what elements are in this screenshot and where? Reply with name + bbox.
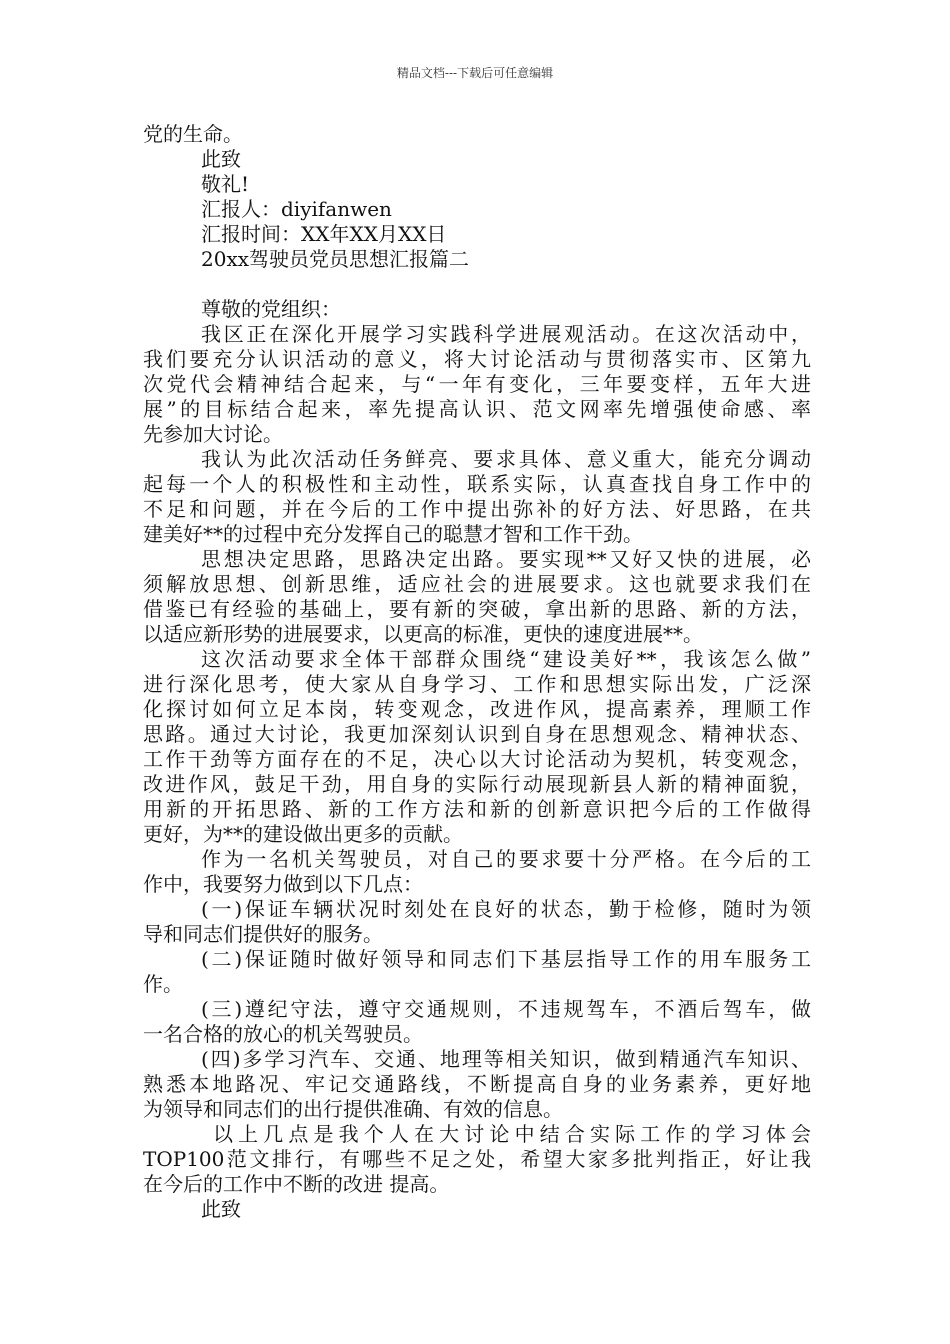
text-line: 进行深化思考，使大家从自身学习、工作和思想实际出发，广泛深 (143, 672, 811, 696)
text-line: 在今后的工作中不断的改进 提高。 (143, 1172, 450, 1196)
document-body (143, 122, 811, 1222)
text-line: 这次活动要求全体干部群众围绕“建设美好**，我该怎么做” (201, 647, 811, 671)
text-line: 借鉴已有经验的基础上，要有新的突破，拿出新的思路、新的方法， (143, 597, 811, 621)
text-line: 用新的开拓思路、新的工作方法和新的创新意识把今后的工作做得 (143, 797, 811, 821)
text-line: 以适应新形势的进展要求，以更高的标准，更快的速度进展**。 (143, 622, 703, 646)
text-line: 敬礼! (201, 172, 250, 196)
text-line: (四)多学习汽车、交通、地理等相关知识，做到精通汽车知识、 (201, 1047, 811, 1071)
text-line: (二)保证随时做好领导和同志们下基层指导工作的用车服务工 (201, 947, 811, 971)
text-line: 我认为此次活动任务鲜亮、要求具体、意义重大，能充分调动 (201, 447, 811, 471)
text-line: 起每一个人的积极性和主动性，联系实际，认真查找自身工作中的 (143, 472, 811, 496)
text-line: 此致 (201, 1197, 241, 1221)
text-line: 一名合格的放心的机关驾驶员。 (143, 1022, 423, 1046)
text-line: 尊敬的党组织： (201, 297, 341, 321)
text-line: 导和同志们提供好的服务。 (143, 922, 383, 946)
text-line: 汇报人：diyifanwen (201, 197, 392, 221)
text-line: 作。 (143, 972, 183, 996)
text-line: 须解放思想、创新思维，适应社会的进展要求。这也就要求我们在 (143, 572, 811, 596)
text-line: 20xx驾驶员党员思想汇报篇二 (201, 247, 470, 271)
blank-line (143, 272, 811, 297)
page-header: 精品文档---下载后可任意编辑 (396, 66, 554, 80)
text-line: 此致 (201, 147, 241, 171)
text-line: 次党代会精神结合起来，与“一年有变化，三年要变样，五年大进 (143, 372, 811, 396)
text-line: (一)保证车辆状况时刻处在良好的状态，勤于检修，随时为领 (201, 897, 811, 921)
text-line: 更好，为**的建设做出更多的贡献。 (143, 822, 463, 846)
text-line: 展”的目标结合起来，率先提高认识、范文网率先增强使命感、率 (143, 397, 811, 421)
text-line: 作为一名机关驾驶员，对自己的要求要十分严格。在今后的工 (201, 847, 811, 871)
text-line: 作中，我要努力做到以下几点： (143, 872, 423, 896)
text-line: 汇报时间：XX年XX月XX日 (201, 222, 447, 246)
text-line: 思路。通过大讨论，我更加深刻认识到自身在思想观念、精神状态、 (143, 722, 811, 746)
text-line: 以上几点是我个人在大讨论中结合实际工作的学习体会 (213, 1122, 811, 1146)
text-line: TOP100范文排行，有哪些不足之处，希望大家多批判指正，好让我 (143, 1147, 811, 1171)
text-line: 为领导和同志们的出行提供准确、有效的信息。 (143, 1097, 563, 1121)
text-line: 我区正在深化开展学习实践科学进展观活动。在这次活动中， (201, 322, 811, 346)
text-line: 先参加大讨论。 (143, 422, 283, 446)
text-line: 建美好**的过程中充分发挥自己的聪慧才智和工作干劲。 (143, 522, 643, 546)
text-line: 党的生命。 (143, 122, 243, 146)
text-line: 我们要充分认识活动的意义，将大讨论活动与贯彻落实市、区第九 (143, 347, 811, 371)
text-line: 熟悉本地路况、牢记交通路线，不断提高自身的业务素养，更好地 (143, 1072, 811, 1096)
text-line: 化探讨如何立足本岗，转变观念，改进作风，提高素养，理顺工作 (143, 697, 811, 721)
text-line: 改进作风，鼓足干劲，用自身的实际行动展现新县人新的精神面貌， (143, 772, 811, 796)
text-line: 不足和问题，并在今后的工作中提出弥补的好方法、好思路，在共 (143, 497, 811, 521)
text-line: 工作干劲等方面存在的不足，决心以大讨论活动为契机，转变观念， (143, 747, 811, 771)
text-line: 思想决定思路，思路决定出路。要实现**又好又快的进展，必 (201, 547, 811, 571)
text-line: (三)遵纪守法，遵守交通规则，不违规驾车，不酒后驾车，做 (201, 997, 811, 1021)
